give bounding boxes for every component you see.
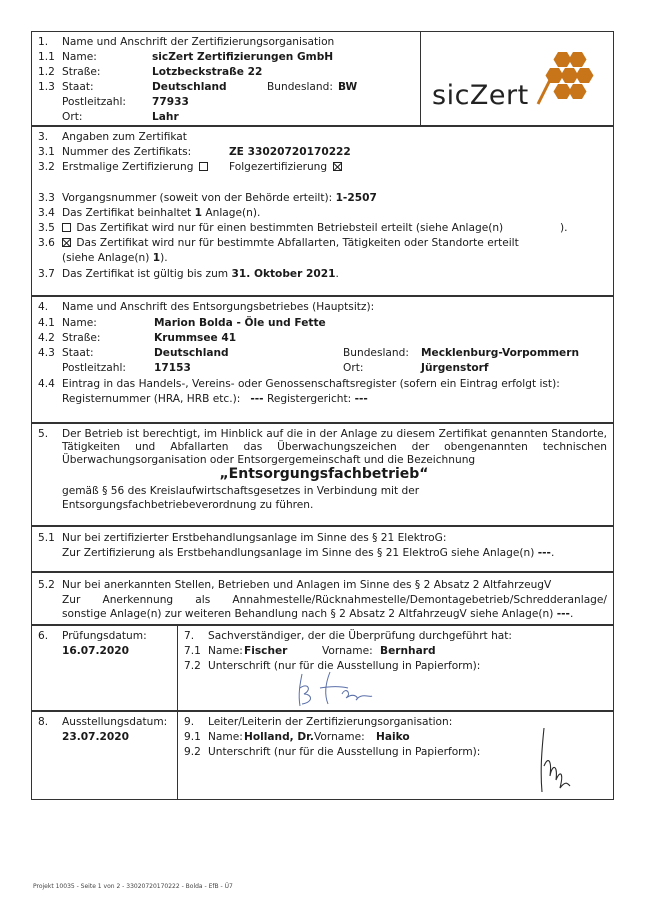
s4-reg-label: Registernummer (HRA, HRB etc.): — [62, 393, 241, 405]
s3-r6-line2-a: (siehe Anlage(n) — [62, 252, 150, 264]
s3-cert-number: ZE 33020720170222 — [229, 146, 351, 158]
head-signature-icon — [530, 720, 580, 798]
s9-r1-label: Name: — [208, 731, 243, 743]
s9-r2-text: Unterschrift (nur für die Ausstellung in Papierform): — [208, 746, 481, 758]
s1-street: Lotzbeckstraße 22 — [152, 66, 263, 78]
s4-heading-num: 4. — [38, 301, 49, 313]
s3-r6-num: 3.6 — [38, 237, 55, 249]
s51-l1: Nur bei zertifizierter Erstbehandlungsanlage im Sinne des § 21 ElektroG: — [62, 532, 447, 544]
s3-r1-label: Nummer des Zertifikats: — [62, 146, 192, 158]
s4-street: Krummsee 41 — [154, 332, 237, 344]
section-1-divider — [420, 31, 421, 126]
s5-text: Der Betrieb ist berechtigt, im Hinblick auf die in der Anlage zu diesem Zertifikat genannten Standorte, Tätigkeiten und Abfallarten das Überwachungszeichen der obengenannten technischen Überwachungsorganisation oder Entsorgergemeinschaft und die Bezeichnung — [62, 428, 607, 466]
s1-ort-label: Ort: — [62, 111, 83, 123]
follow-cert-checkbox[interactable] — [333, 162, 342, 171]
s9-vn-label: Vorname: — [314, 731, 365, 743]
s3-r3-label: Vorgangsnummer (soweit von der Behörde erteilt): — [62, 192, 333, 204]
s3-r4 — [62, 207, 260, 220]
s1-bl-label: Bundesland: — [267, 81, 333, 93]
s7-vn-label: Vorname: — [322, 645, 373, 657]
s4-plz-label: Postleitzahl: — [62, 362, 127, 374]
s3-r7 — [62, 268, 339, 281]
s52-l1: Nur bei anerkannten Stellen, Betrieben und Anlagen im Sinne des § 2 Absatz 2 AltfahrzeugV — [62, 579, 552, 591]
s4-reg-value: --- — [250, 393, 264, 405]
s7-expert-name: Fischer — [244, 645, 288, 657]
section-8-9-divider — [177, 711, 178, 800]
s1-r2-label: Straße: — [62, 66, 101, 78]
s3-r3-num: 3.3 — [38, 192, 55, 204]
s3-r4-num: 3.4 — [38, 207, 55, 219]
s7-num: 7. — [184, 630, 195, 642]
s3-first-cert-label: Erstmalige Zertifizierung — [62, 161, 194, 173]
s52-l3 — [62, 608, 573, 621]
s3-r1-num: 3.1 — [38, 146, 55, 158]
s1-org-name: sicZert Zertifizierungen GmbH — [152, 51, 334, 63]
s7-r1-label: Name: — [208, 645, 243, 657]
siczert-logo-icon — [534, 50, 604, 106]
s7-heading: Sachverständiger, der die Überprüfung durchgeführt hat: — [208, 630, 512, 642]
section-6-7-divider — [177, 625, 178, 711]
s3-r7-end: . — [335, 268, 339, 280]
s4-bl-label: Bundesland: — [343, 347, 409, 359]
s8-issue-date: 23.07.2020 — [62, 731, 130, 743]
s3-r7-text: Das Zertifikat ist gültig bis zum — [62, 268, 229, 280]
s5-title: „Entsorgungsfachbetrieb“ — [219, 466, 429, 482]
s9-r2-num: 9.2 — [184, 746, 201, 758]
s4-country: Deutschland — [154, 347, 229, 359]
s4-register — [62, 393, 368, 406]
s1-heading-num: 1. — [38, 36, 49, 48]
specific-waste-checkbox[interactable] — [62, 238, 71, 247]
s4-r4-text: Eintrag in das Handels-, Vereins- oder Genossenschaftsregister (sofern ein Eintrag erfolgt ist): — [62, 378, 560, 390]
s9-heading: Leiter/Leiterin der Zertifizierungsorganisation: — [208, 716, 453, 728]
logo-text: sicZert — [432, 80, 529, 111]
s4-r4-num: 4.4 — [38, 378, 55, 390]
s1-ort-value: Lahr — [152, 111, 179, 123]
s1-heading: Name und Anschrift der Zertifizierungsorganisation — [62, 36, 335, 48]
s3-r6-line2-c: ). — [160, 252, 168, 264]
s51-num: 5.1 — [38, 532, 55, 544]
s3-r2-num: 3.2 — [38, 161, 55, 173]
s4-heading: Name und Anschrift des Entsorgungsbetriebes (Hauptsitz): — [62, 301, 375, 313]
s9-r1-num: 9.1 — [184, 731, 201, 743]
s3-first-cert — [62, 161, 210, 174]
s4-regger-label: Registergericht: — [266, 393, 352, 405]
s52-l2: Zur Anerkennung als Annahmestelle/Rücknahmestelle/Demontagebetrieb/Schredderanlage/ — [62, 594, 607, 606]
expert-signature-icon — [290, 668, 390, 710]
s3-heading-num: 3. — [38, 131, 49, 143]
s52-l3-end: . — [569, 608, 574, 620]
s3-r6-line2 — [62, 252, 168, 265]
s7-r1-num: 7.1 — [184, 645, 201, 657]
s52-l3-text: sonstige Anlage(n) zur weiteren Behandlung nach § 2 Absatz 2 AltfahrzeugV siehe Anlage(n) — [62, 608, 554, 620]
s8-num: 8. — [38, 716, 49, 728]
s7-expert-firstname: Bernhard — [380, 645, 436, 657]
s1-r3-num: 1.3 — [38, 81, 55, 93]
s1-r3-label: Staat: — [62, 81, 94, 93]
page-footer: Projekt 10035 - Seite 1 von 2 - 33020720170222 - Bolda - EfB - Ü7 — [33, 883, 233, 890]
s3-r5 — [60, 222, 503, 235]
s9-num: 9. — [184, 716, 195, 728]
s3-r7-num: 3.7 — [38, 268, 55, 280]
s4-plz-value: 17153 — [154, 362, 191, 374]
s4-r1-label: Name: — [62, 317, 97, 329]
s1-r2-num: 1.2 — [38, 66, 55, 78]
s3-r6-text: Das Zertifikat wird nur für bestimmte Abfallarten, Tätigkeiten oder Standorte erteilt — [76, 237, 519, 249]
s1-r1-num: 1.1 — [38, 51, 55, 63]
s6-label: Prüfungsdatum: — [62, 630, 147, 642]
s4-r3-num: 4.3 — [38, 347, 55, 359]
s1-country: Deutschland — [152, 81, 227, 93]
s4-ort-label: Ort: — [343, 362, 364, 374]
s4-r2-num: 4.2 — [38, 332, 55, 344]
s5-after1: gemäß § 56 des Kreislaufwirtschaftsgesetzes in Verbindung mit der — [62, 485, 420, 497]
s6-audit-date: 16.07.2020 — [62, 645, 130, 657]
s3-r3-value: 1-2507 — [335, 192, 377, 204]
s4-r2-label: Straße: — [62, 332, 101, 344]
s4-regger-value: --- — [354, 393, 368, 405]
first-cert-checkbox[interactable] — [199, 162, 208, 171]
s52-l3-value: --- — [556, 608, 570, 620]
s3-r6-annex: 1 — [152, 252, 161, 264]
s3-r4-c: Anlage(n). — [205, 207, 261, 219]
s52-num: 5.2 — [38, 579, 55, 591]
s4-company-name: Marion Bolda - Öle und Fette — [154, 317, 326, 329]
s4-ort-value: Jürgenstorf — [421, 362, 489, 374]
s51-l2-end: . — [550, 547, 555, 559]
s3-r3 — [62, 192, 377, 205]
s4-bl-value: Mecklenburg-Vorpommern — [421, 347, 579, 359]
s1-plz-value: 77933 — [152, 96, 189, 108]
s3-follow-cert-label: Folgezertifizierung — [229, 161, 328, 173]
s4-r3-label: Staat: — [62, 347, 94, 359]
s3-valid-until: 31. Oktober 2021 — [231, 268, 336, 280]
s3-r4-count: 1 — [194, 207, 203, 219]
s9-head-name: Holland, Dr. — [244, 731, 314, 743]
s3-follow-cert — [229, 161, 344, 174]
s3-r5-num: 3.5 — [38, 222, 55, 234]
s1-r1-label: Name: — [62, 51, 97, 63]
s3-r5-end: ). — [560, 222, 568, 234]
s8-label: Ausstellungsdatum: — [62, 716, 168, 728]
s51-l2-value: --- — [537, 547, 551, 559]
s3-r5-text: Das Zertifikat wird nur für einen bestimmten Betriebsteil erteilt (siehe Anlage(n) — [76, 222, 504, 234]
s3-r4-a: Das Zertifikat beinhaltet — [62, 207, 192, 219]
s1-plz-label: Postleitzahl: — [62, 96, 127, 108]
s7-r2-num: 7.2 — [184, 660, 201, 672]
s3-r6 — [60, 237, 519, 250]
s1-bl-value: BW — [338, 81, 358, 93]
s51-l2 — [62, 547, 554, 560]
s6-num: 6. — [38, 630, 49, 642]
s3-heading: Angaben zum Zertifikat — [62, 131, 187, 143]
s9-head-firstname: Haiko — [376, 731, 410, 743]
s51-l2-text: Zur Zertifizierung als Erstbehandlungsanlage im Sinne des § 21 ElektroG siehe Anlage(n) — [62, 547, 535, 559]
s4-r1-num: 4.1 — [38, 317, 55, 329]
s7-r2-text: Unterschrift (nur für die Ausstellung in Papierform): — [208, 660, 481, 672]
s5-after2: Entsorgungsfachbetriebeverordnung zu führen. — [62, 499, 314, 511]
s5-num: 5. — [38, 428, 49, 440]
partial-cert-checkbox[interactable] — [62, 223, 71, 232]
